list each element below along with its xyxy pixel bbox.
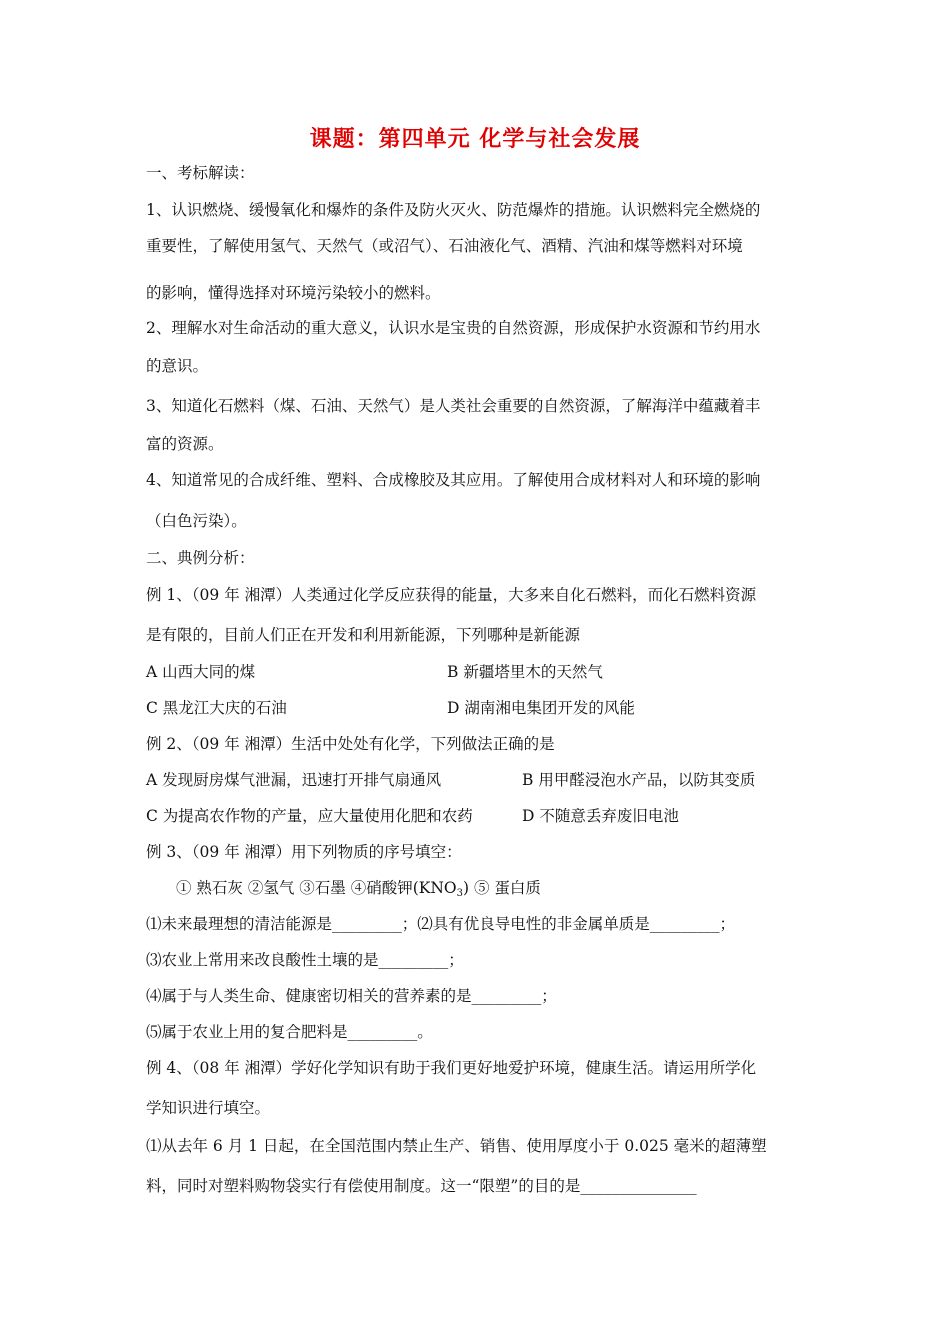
ex3-q5: ⑸属于农业上用的复合肥料是_________。 [146, 1023, 433, 1041]
s1-p2-line1: 2、理解水对生命活动的重大意义，认识水是宝贵的自然资源，形成保护水资源和节约用水 [146, 319, 761, 337]
ex1-options-row2 [146, 698, 635, 718]
s1-p3-line1: 3、知道化石燃料（煤、石油、天然气）是人类社会重要的自然资源，了解海洋中蕴藏着丰 [146, 397, 761, 415]
ex2-option-c: C 为提高农作物的产量，应大量使用化肥和农药 [146, 807, 473, 825]
ex4-q1-line2: 料，同时对塑料购物袋实行有偿使用制度。这一“限塑”的目的是_______________ [146, 1177, 697, 1195]
ex1-stem-line1: 例 1、（09 年 湘潭）人类通过化学反应获得的能量，大多来自化石燃料，而化石燃料资源 [146, 586, 757, 604]
ex3-options-text: ① 熟石灰 ②氢气 ③石墨 ④硝酸钾(KNO [176, 879, 457, 897]
ex3-q3: ⑶农业上常用来改良酸性土壤的是_________； [146, 951, 464, 969]
ex1-option-b: B 新疆塔里木的天然气 [447, 663, 603, 681]
s1-p1-line1: 1、认识燃烧、缓慢氧化和爆炸的条件及防火灭火、防范爆炸的措施。认识燃料完全燃烧的 [146, 201, 761, 219]
ex1-option-c: C 黑龙江大庆的石油 [146, 699, 287, 717]
ex2-options-row1 [146, 770, 756, 790]
ex3-options [176, 878, 541, 904]
ex3-options-text-end: ) ⑤ 蛋白质 [462, 879, 541, 897]
s1-p4-line2: （白色污染）。 [146, 512, 247, 530]
ex3-stem: 例 3、（09 年 湘潭）用下列物质的序号填空： [146, 843, 462, 861]
ex4-q1-line1: ⑴从去年 6 月 1 日起，在全国范围内禁止生产、销售、使用厚度小于 0.025 毫米的超薄塑 [146, 1137, 767, 1155]
ex2-option-d: D 不随意丢弃废旧电池 [522, 807, 679, 825]
ex1-stem-line2: 是有限的，目前人们正在开发和利用新能源，下列哪种是新能源 [146, 626, 581, 644]
s1-p1-line2: 重要性，了解使用氢气、天然气（或沼气）、石油液化气、酒精、汽油和煤等燃料对环境 [146, 237, 743, 255]
ex3-q4: ⑷属于与人类生命、健康密切相关的营养素的是_________； [146, 987, 557, 1005]
ex2-option-a: A 发现厨房煤气泄漏，迅速打开排气扇通风 [146, 771, 442, 789]
ex2-option-b: B 用甲醛浸泡水产品，以防其变质 [522, 771, 756, 789]
page-title: 课题：第四单元 化学与社会发展 [309, 127, 641, 152]
s1-p3-line2: 富的资源。 [146, 435, 224, 453]
ex1-options-row1 [146, 662, 603, 682]
ex1-option-d: D 湖南湘电集团开发的风能 [447, 699, 635, 717]
ex1-option-a: A 山西大同的煤 [146, 663, 256, 681]
ex3-options-subscript: 3 [456, 888, 463, 899]
ex2-options-row2 [146, 806, 679, 826]
s1-p2-line2: 的意识。 [146, 357, 209, 375]
ex2-stem: 例 2、（09 年 湘潭）生活中处处有化学，下列做法正确的是 [146, 735, 555, 753]
ex4-stem-line1: 例 4、（08 年 湘潭）学好化学知识有助于我们更好地爱护环境，健康生活。请运用所学化 [146, 1059, 757, 1077]
ex3-q1-q2: ⑴未来最理想的清洁能源是_________；⑵具有优良导电性的非金属单质是_________； [146, 915, 736, 933]
ex4-stem-line2: 学知识进行填空。 [146, 1099, 271, 1117]
section1-heading: 一、考标解读： [146, 164, 255, 182]
s1-p4-line1: 4、知道常见的合成纤维、塑料、合成橡胶及其应用。了解使用合成材料对人和环境的影响 [146, 471, 761, 489]
section2-heading: 二、典例分析： [146, 549, 255, 567]
s1-p1-line3: 的影响，懂得选择对环境污染较小的燃料。 [146, 284, 441, 302]
